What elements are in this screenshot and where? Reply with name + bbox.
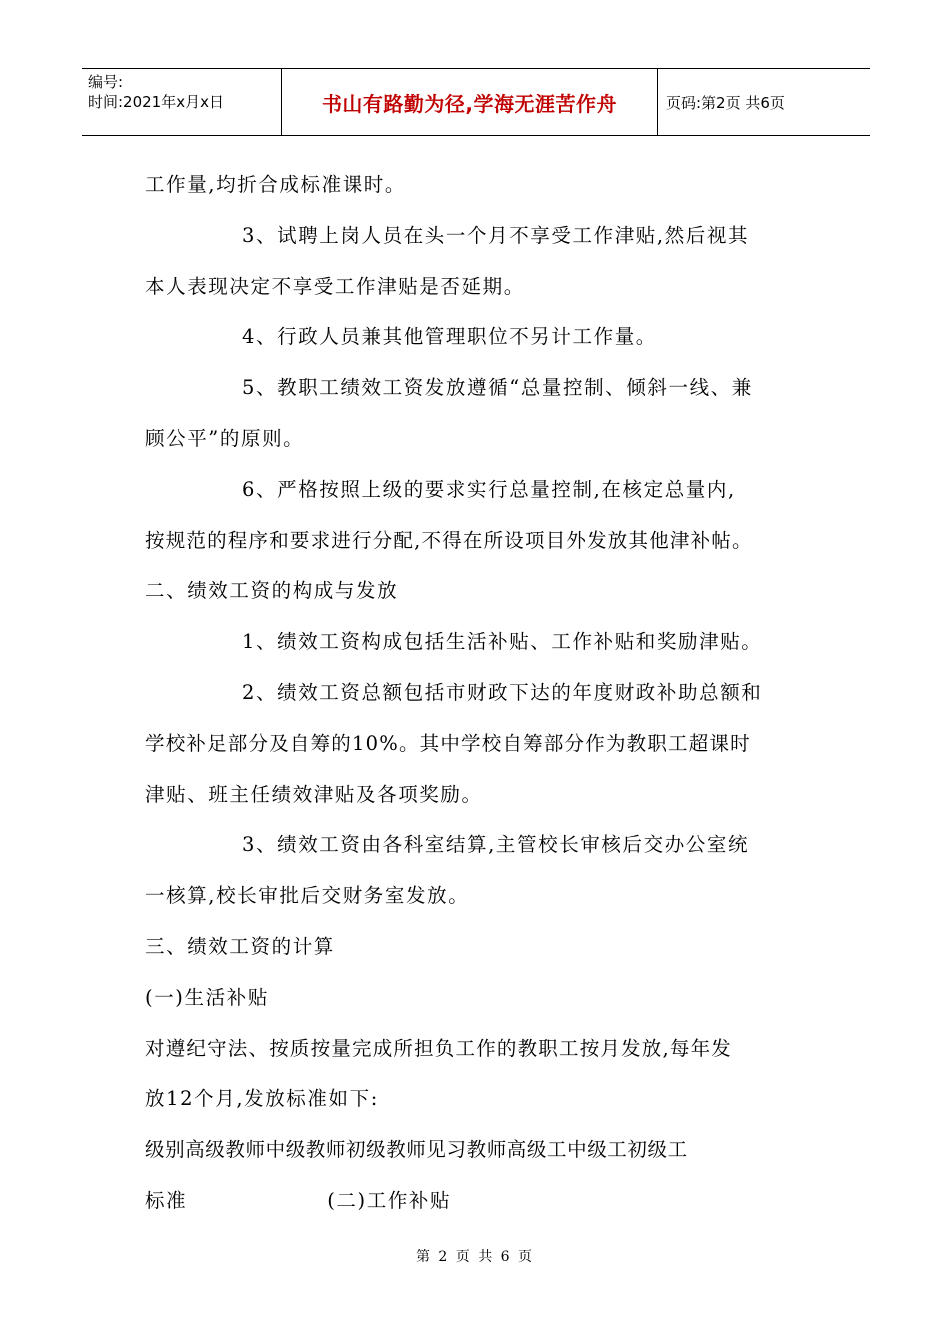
page-header <box>82 68 870 136</box>
subsection-heading: (二)工作补贴 <box>327 1188 452 1212</box>
body-line: 4、行政人员兼其他管理职位不另计工作量。 <box>242 325 657 349</box>
date-label: 时间:2021年x月x日 <box>88 93 224 111</box>
body-line: 对遵纪守法、按质按量完成所担负工作的教职工按月发放,每年发 <box>145 1036 732 1060</box>
standard-label: 标准 <box>145 1188 188 1212</box>
body-line: 本人表现决定不享受工作津贴是否延期。 <box>145 274 525 298</box>
body-line: 按规范的程序和要求进行分配,不得在所设项目外发放其他津补帖。 <box>145 528 753 552</box>
body-line: 顾公平”的原则。 <box>145 426 305 450</box>
body-line <box>145 1176 810 1227</box>
document-body <box>145 160 810 1227</box>
header-motto: 书山有路勤为径,学海无涯苦作舟 <box>282 69 658 135</box>
subsection-heading: (一)生活补贴 <box>145 985 269 1009</box>
page-footer: 第 2 页 共 6 页 <box>415 1249 535 1265</box>
body-line: 工作量,均折合成标准课时。 <box>145 173 406 196</box>
body-line: 3、绩效工资由各科室结算,主管校长审核后交办公室统 <box>242 833 750 857</box>
header-page-info: 页码:第2页 共6页 <box>666 93 785 112</box>
body-line: 6、严格按照上级的要求实行总量控制,在核定总量内, <box>242 477 736 501</box>
body-line: 1、绩效工资构成包括生活补贴、工作补贴和奖励津贴。 <box>242 630 763 654</box>
body-line: 津贴、班主任绩效津贴及各项奖励。 <box>145 782 483 806</box>
body-line: 3、试聘上岗人员在头一个月不享受工作津贴,然后视其 <box>242 223 750 247</box>
number-label: 编号: <box>88 73 124 91</box>
body-line: 级别高级教师中级教师初级教师见习教师高级工中级工初级工 <box>145 1138 688 1162</box>
section-heading: 二、绩效工资的构成与发放 <box>145 579 399 603</box>
body-line: 一核算,校长审批后交财务室发放。 <box>145 884 470 908</box>
header-meta <box>82 69 282 135</box>
body-line: 5、教职工绩效工资发放遵循“总量控制、倾斜一线、兼 <box>242 376 753 400</box>
body-line: 放12个月,发放标准如下: <box>145 1087 379 1111</box>
body-line: 2、绩效工资总额包括市财政下达的年度财政补助总额和 <box>242 680 763 704</box>
body-line: 学校补足部分及自筹的10%。其中学校自筹部分作为教职工超课时 <box>145 731 751 755</box>
section-heading: 三、绩效工资的计算 <box>145 934 335 958</box>
